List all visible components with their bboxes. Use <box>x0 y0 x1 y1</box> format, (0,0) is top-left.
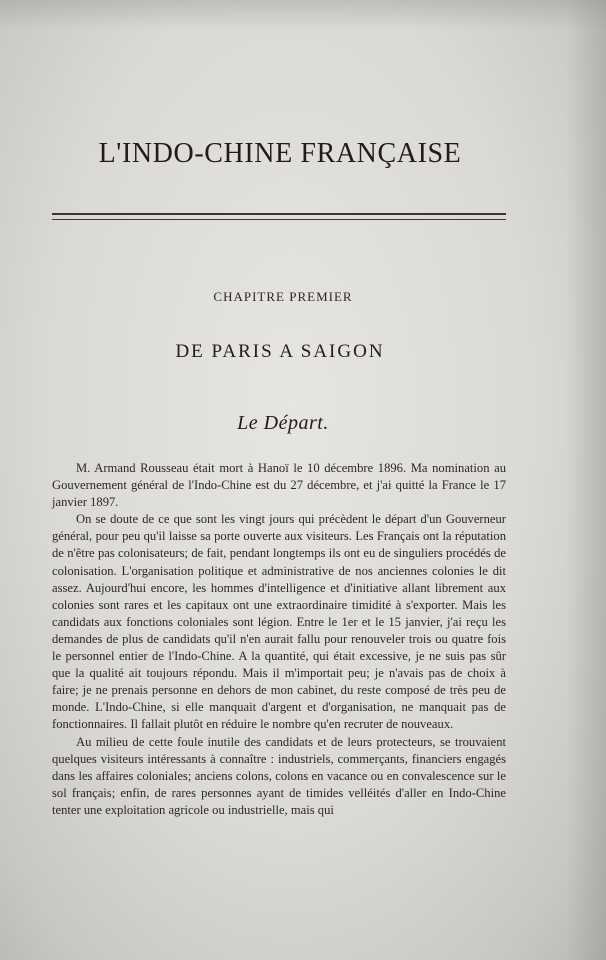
book-title: L'INDO-CHINE FRANÇAISE <box>98 138 462 169</box>
page-shadow-right <box>566 0 606 960</box>
title-rule-thick <box>52 213 506 215</box>
chapter-title: DE PARIS A SAIGON <box>175 341 385 362</box>
paragraph: Au milieu de cette foule inutile des candidats et de leurs protecteurs, se trouvaient quelques visiteurs intéressants à connaître : industriels, commerçants, financiers engagés dans les affaires coloniales; anciens colons, colons en vacance ou en convalescence sur le sol français; enfin, de rares personnes ayant de timides velléités d'aller en Indo-Chine tenter une exploitation agricole ou industrielle, mais qui <box>52 734 506 817</box>
paragraph: M. Armand Rousseau était mort à Hanoï le 10 décembre 1896. Ma nomination au Gouvernement général de l'Indo-Chine est du 27 décembre, et j'ai quitté la France le 17 janvier 1897. <box>52 461 506 510</box>
title-rule-thin <box>52 219 506 220</box>
paragraph: On se doute de ce que sont les vingt jours qui précèdent le départ d'un Gouverneur général, pour peu qu'il laisse sa porte ouverte aux visiteurs. Les Français ont la réputation de n'être pas colonisateurs; de fait, pendant longtemps ils ont eu de singuliers procédés de colonisation. L'organisation politique et administrative de nos anciennes colonies le dit assez. Aujourd'hui encore, les hommes d'intelligence et d'initiative allant librement aux colonies sont rares et les capitaux ont une extraordinaire timidité à s'exporter. Mais les candidats aux fonctions coloniales sont légion. Entre le 1er et le 15 janvier, j'ai reçu les demandes de plus de candidats qu'il n'en aurait fallu pour renouveler trois ou quatre fois le personnel entier de l'Indo-Chine. A la quantité, qui était excessive, je ne suis pas sûr que la qualité ait toujours répondu. Mais il m'importait peu; je n'avais pas de choix à faire; je ne prenais personne en dehors de mon cabinet, du reste composé de très peu de monde. L'Indo-Chine, si elle manquait d'argent et d'organisation, ne manquait pas de fonctionnaires. Il fallait plutôt en réduire le nombre qu'en recruter de nouveaux. <box>52 512 506 732</box>
page-shadow-top <box>0 0 606 30</box>
chapter-label: CHAPITRE PREMIER <box>213 289 353 304</box>
section-title: Le Départ. <box>237 412 329 434</box>
body-text <box>52 460 506 819</box>
